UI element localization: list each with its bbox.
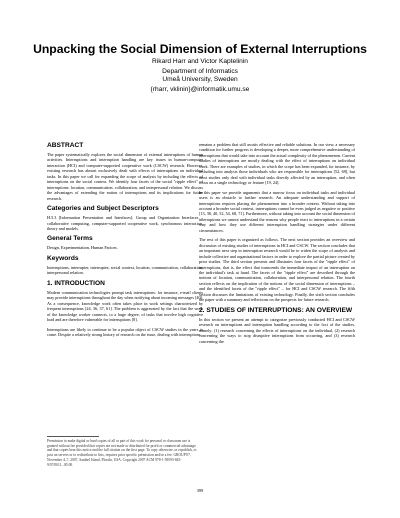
body-paragraph: In this section we present an attempt to categorize previously conducted HCI and CSCW research on interruptions and interruption handling according to the foci of the studies, namely: (1) research concerning the effects of interruptions on the individual, (2) research concerning the ways to stop disruptive interruptions from occurring, and (3) research concerning the: [199, 316, 355, 344]
paper-title: Unpacking the Social Dimension of External Interruptions: [33, 42, 367, 56]
keywords-text: Interruptions, interrupter, interruptee, social context, location, communication, collaboration, interpersonal relation.: [47, 264, 203, 276]
body-paragraph: The rest of this paper is organized as follows. The next section provides an overview and discussion of existing studies of interruptions in HCI and CSCW. The section concludes that an important next step in interruption research would be to widen the scope of analysis and include collective and organizational factors in order to explore the partial picture created by prior studies. The third section presents and illustrates four facets of the "ripple effect" of interruptions, that is, the effect that transcends the immediate impact of an interruption on the individual's task at hand. The facets of the "ripple effect" are described through the notions of location, communication, collaboration, and interpersonal relation. The fourth section reflects on the implication of the notions of the social dimension of interruptions – and the identified facets of the "ripple effect" – for HCI and CSCW research. The fifth section discusses the limitations of existing technology. Finally, the sixth section concludes the paper with a summary and reflections on the prospects for future research.: [199, 237, 355, 303]
left-column: [47, 142, 203, 341]
abstract-text: The paper systematically explores the social dimension of external interruptions of human activities. Interruptions and interruption handling are key issues in human-computer interaction (HCI) and computer-supported cooperative work (CSCW) research. However, existing research has almost exclusively dealt with effects of interruptions on individual tasks. In this paper we call for expanding the scope of analysis by including the effects of interruptions on the social context. We identify four facets of the social "ripple effect" of interruptions: location, communication, collaboration, and interpersonal relation. We discuss the advantages of extending the notion of interruptions and its implications for future research.: [47, 152, 203, 201]
body-paragraph: In this paper we provide arguments that a narrow focus on individual tasks and individual users is an obstacle to further research. An adequate understanding and support of interruptions requires placing the phenomenon into a broader context. Without taking into account a broader social context, interruptions cannot be even judged as negative or positive [13, 38, 40, 52, 54, 68, 71]. Furthermore, without taking into account the social dimension of interruptions we cannot understand the reasons why people react to interruptions in a certain way and how they use different interruption handling strategies under different circumstances.: [199, 189, 355, 233]
introduction-heading: 1. INTRODUCTION: [47, 279, 105, 287]
introduction-paragraph: Interruptions are likely to continue to be a popular object of CSCW studies in the years to come. Despite a relatively strong history of research on the issue, dealing with interruptions: [47, 326, 203, 337]
section-2-heading: 2. STUDIES OF INTERRUPTIONS: AN OVERVIEW: [199, 306, 353, 314]
categories-text: H.5.3 [Information Presentation and Interfaces]: Group and Organization Interfaces – collaborative computing, computer-supported cooperative work, synchronous interaction, theory and models.: [47, 215, 203, 231]
body-paragraph: remains a problem that still awaits effective and reliable solutions. In our view, a necessary condition for further progress is developing a deeper, more comprehensive understanding of interruptions that would take into account the actual complexity of the phenomenon. Current studies of interruptions are mostly dealing with the effect of interruptions on individual work. There are examples of studies, in which the scope has been expanded, for instance, by including into analysis those individuals who are responsible for interruptions [52, 69], but most studies only deal with individual tasks directly affected by an interruption, and often focus on a single technology or feature [19, 24].: [199, 142, 355, 186]
categories-heading: Categories and Subject Descriptors: [47, 205, 159, 213]
introduction-paragraph: Modern communication technologies prompt task interruptions: for instance, e-mail clients may provide interruptions throughout the day when notifying about incoming messages [40]. As a consequence, knowledge work often takes place in work settings characterized by frequent interruptions [24, 36, 37, 61]. The problem is aggravated by the fact that the work of the knowledge worker connects, to a large degree, of tasks that involve high cognitive load and are therefore vulnerable for interruptions [8].: [47, 289, 203, 323]
authors: Rikard Harr and Victor Kaptelinin: [152, 58, 248, 65]
general-terms-text: Design, Experimentation, Human Factors.: [47, 245, 118, 251]
author-email: {rharr, vklinin}@informatik.umu.se: [150, 86, 250, 93]
page-number: 399: [196, 488, 204, 493]
right-column: [199, 142, 355, 348]
affiliation-university: Umeå University, Sweden: [162, 76, 238, 83]
affiliation-department: Department of Informatics: [162, 68, 238, 75]
keywords-heading: Keywords: [47, 254, 79, 262]
general-terms-heading: General Terms: [47, 235, 93, 243]
copyright-notice: Permission to make digital or hard copies of all or part of this work for personal or classroom use is granted without fee provided that copies are not made or distributed for profit or commercial advantage and that copies bear this notice and the full citation on the first page. To copy otherwise, or republish, to post on servers or to redistribute to lists, requires prior specific permission and/or a fee. GROUP'07, November 4–7, 2007, Sanibel Island, Florida, USA. Copyright 2007 ACM 978-1-59593-845-9/07/0011...$5.00.: [47, 439, 197, 467]
footnote-divider: [47, 436, 99, 437]
abstract-heading: ABSTRACT: [47, 142, 84, 149]
